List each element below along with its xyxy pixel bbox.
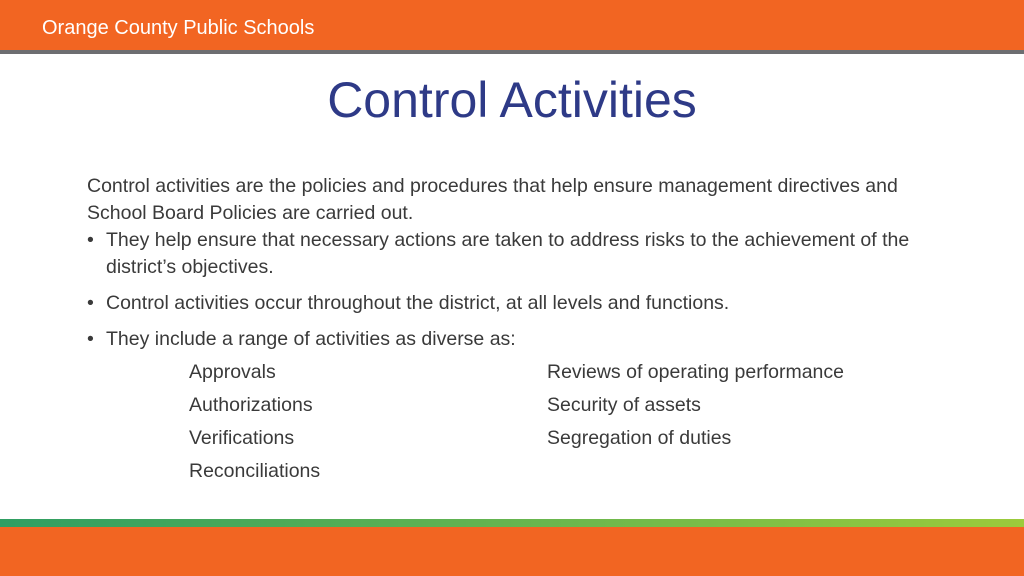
activity-item: Segregation of duties [547, 427, 732, 449]
organization-name: Orange County Public Schools [42, 17, 315, 39]
bullet-item [87, 290, 917, 317]
activity-item: Verifications [189, 427, 295, 449]
bullet-text: Control activities occur throughout the district, at all levels and functions. [106, 292, 730, 314]
bullet-text: They include a range of activities as diverse as: [106, 328, 516, 350]
bullet-item [87, 227, 917, 281]
bullet-marker: • [87, 328, 94, 350]
activity-item: Authorizations [189, 394, 313, 416]
bullet-item [87, 326, 917, 353]
footer-bar [0, 527, 1024, 576]
bullet-marker: • [87, 292, 94, 314]
activity-item: Approvals [189, 361, 276, 383]
footer-accent-stripe [0, 519, 1024, 527]
activity-item: Reconciliations [189, 460, 321, 482]
bullet-text: They help ensure that necessary actions are taken to address risks to the achievement of the district’s objectives. [106, 229, 910, 278]
header-divider [0, 50, 1024, 54]
activity-item: Reviews of operating performance [547, 361, 844, 383]
slide-title: Control Activities [327, 72, 697, 128]
bullet-marker: • [87, 229, 94, 251]
intro-paragraph: Control activities are the policies and procedures that help ensure management directives and School Board Policies are carried out. [87, 175, 898, 224]
activity-item: Security of assets [547, 394, 701, 416]
